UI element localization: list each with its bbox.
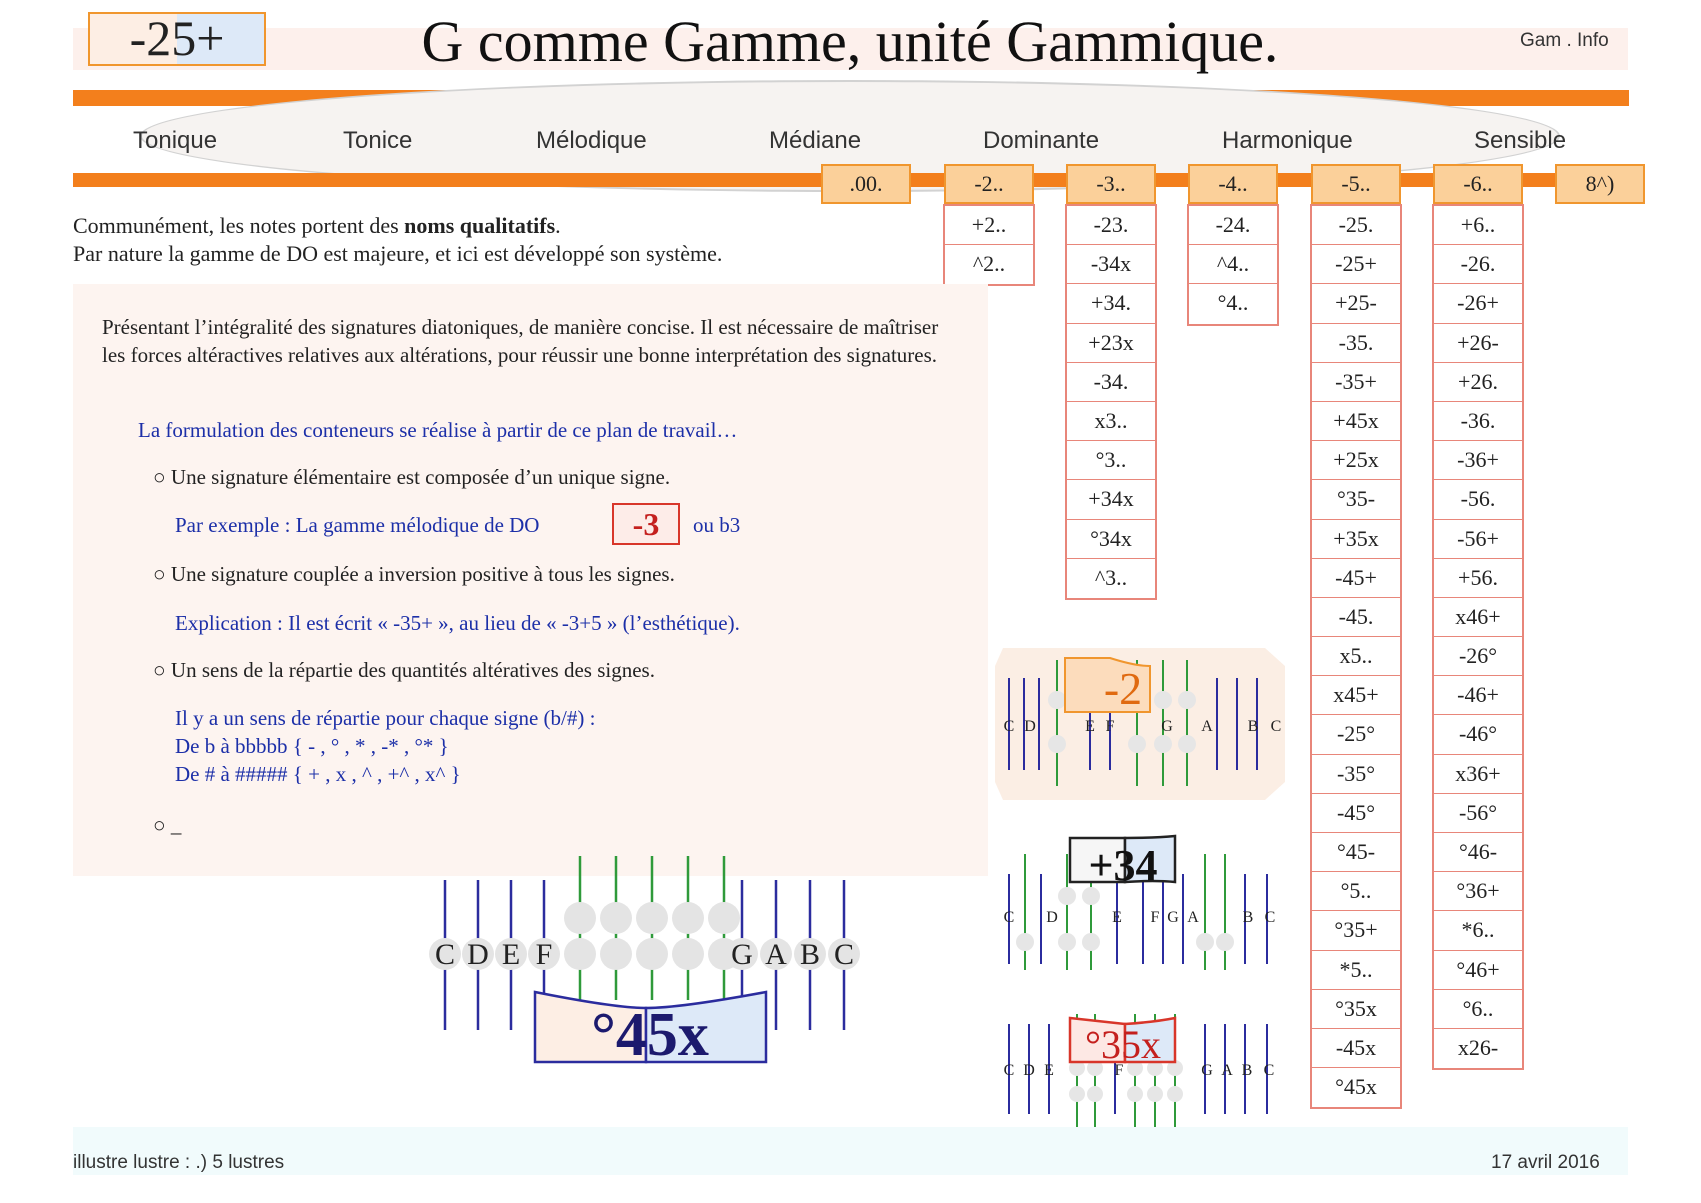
- corner-info: Gam . Info: [1520, 30, 1609, 51]
- diagram-3-note: G: [1201, 1062, 1213, 1079]
- table-cell: -34.: [1067, 363, 1155, 402]
- intro-line-1-a: Communément, les notes portent des: [73, 213, 405, 238]
- table-header-3: -3..: [1066, 164, 1156, 204]
- bullet-2: ○ Une signature couplée a inversion positive à tous les signes.: [153, 562, 675, 586]
- degree-tonice: Tonice: [343, 127, 413, 154]
- diagram-3-note: D: [1023, 1062, 1035, 1079]
- degree-dominante: Dominante: [983, 127, 1100, 154]
- big-note: F: [535, 938, 553, 971]
- footer-band: [73, 1127, 1628, 1175]
- table-cell: °45x: [1335, 1074, 1377, 1100]
- table-column-3: [1065, 204, 1157, 600]
- example-suffix: ou b3: [693, 513, 741, 537]
- diagram-1-note: C: [1270, 718, 1282, 735]
- table-column-4: [1187, 204, 1279, 326]
- table-cell: °35x: [1312, 990, 1400, 1029]
- table-header-6: -6..: [1433, 164, 1523, 204]
- degree-tonique: Tonique: [133, 127, 218, 154]
- table-cell: -56+: [1434, 520, 1522, 559]
- table-column-6: [1432, 204, 1524, 1070]
- table-header-00: .00.: [821, 164, 911, 204]
- table-cell: -25+: [1312, 245, 1400, 284]
- diagram-1-note: E: [1085, 718, 1095, 735]
- page-title: G comme Gamme, unité Gammique.: [421, 9, 1279, 74]
- diagram-3-note: A: [1221, 1062, 1233, 1079]
- table-cell: -25°: [1312, 715, 1400, 754]
- table-cell: °45-: [1312, 833, 1400, 872]
- table-cell: °35+: [1312, 911, 1400, 950]
- table-cell: *6..: [1434, 911, 1522, 950]
- diagram-3-note: B: [1241, 1062, 1253, 1079]
- diagram-2-note: C: [1003, 909, 1015, 926]
- table-cell: +25x: [1312, 441, 1400, 480]
- table-cell: x45+: [1312, 676, 1400, 715]
- diagram-1-signature: -2: [1103, 663, 1143, 714]
- intro-text: [73, 212, 722, 268]
- table-cell: °3..: [1067, 441, 1155, 480]
- flat-series-line: De b à bbbbb { - , ° , * , -* , °* }: [175, 734, 449, 758]
- table-cell: +34.: [1067, 284, 1155, 323]
- table-cell: °46+: [1434, 951, 1522, 990]
- table-cell: -35.: [1312, 324, 1400, 363]
- table-cell: °6..: [1434, 990, 1522, 1029]
- degree-harmonique: Harmonique: [1222, 127, 1353, 154]
- big-note: B: [799, 938, 821, 971]
- table-cell: -45+: [1312, 559, 1400, 598]
- table-cell: °4..: [1217, 290, 1249, 316]
- big-note: A: [765, 938, 787, 971]
- table-cell: -26+: [1434, 284, 1522, 323]
- table-cell: +34x: [1067, 480, 1155, 519]
- intro-line-2: Par nature la gamme de DO est majeure, et ici est développé son système.: [73, 241, 723, 266]
- bullet-4: ○ _: [153, 813, 182, 837]
- logo-text: -25+: [129, 10, 225, 66]
- table-cell: -56.: [1434, 480, 1522, 519]
- big-signature: °45x: [591, 1001, 709, 1069]
- table-cell: -45x: [1312, 1029, 1400, 1068]
- table-cell: x36+: [1434, 755, 1522, 794]
- big-note: E: [501, 938, 521, 971]
- diagram-2-note: A: [1187, 909, 1199, 926]
- degree-mediane: Médiane: [769, 127, 862, 154]
- table-header-5: -5..: [1311, 164, 1401, 204]
- table-cell: -34x: [1067, 245, 1155, 284]
- table-cell: ^4..: [1189, 245, 1277, 284]
- table-column-5: [1310, 204, 1402, 1109]
- footer-left-text: illustre lustre : .) 5 lustres: [73, 1152, 285, 1173]
- table-cell: °46-: [1434, 833, 1522, 872]
- scale-diagram-minus-2: [995, 648, 1285, 800]
- table-cell: °34x: [1067, 520, 1155, 559]
- table-cell: -36+: [1434, 441, 1522, 480]
- diagram-2-note: E: [1112, 909, 1122, 926]
- footer-date: 17 avril 2016: [1491, 1152, 1600, 1173]
- example-signature: -3: [632, 506, 660, 542]
- diagram-2-note: F: [1150, 909, 1160, 926]
- logo-box: [88, 12, 266, 66]
- diagram-2-note: C: [1264, 909, 1276, 926]
- table-cell: x3..: [1067, 402, 1155, 441]
- table-cell: -45°: [1312, 794, 1400, 833]
- table-cell: -35+: [1312, 363, 1400, 402]
- diagram-2-note: D: [1046, 909, 1058, 926]
- diagram-2-signature: +34: [1088, 841, 1158, 890]
- diagram-3-note: C: [1003, 1062, 1015, 1079]
- table-cell: x46+: [1434, 598, 1522, 637]
- big-scale-diagram: [420, 850, 880, 1070]
- table-cell: +6..: [1434, 206, 1522, 245]
- content-paragraph: Présentant l’intégralité des signatures diatoniques, de manière concise. Il est nécessaire de maîtriser les forces altéractives relatives aux altérations, pour réussir une bonne interprétation des signatures.: [102, 315, 939, 367]
- scale-diagram-plus-34: [995, 834, 1285, 972]
- table-cell: x26-: [1457, 1034, 1499, 1060]
- sharp-series-line: De # à ##### { + , x , ^ , +^ , x^ }: [175, 762, 461, 786]
- table-cell: +56.: [1434, 559, 1522, 598]
- table-cell: -35°: [1312, 755, 1400, 794]
- diagram-1-note: C: [1003, 718, 1015, 735]
- table-cell: ^3..: [1094, 564, 1128, 590]
- degree-sensible: Sensible: [1474, 127, 1567, 154]
- table-cell: +26-: [1434, 324, 1522, 363]
- big-note: G: [731, 938, 753, 971]
- bullet-3: ○ Un sens de la répartie des quantités altératives des signes.: [153, 658, 655, 682]
- big-note: C: [434, 938, 456, 971]
- table-column-2: [943, 204, 1035, 286]
- table-header-8: 8^): [1555, 164, 1645, 204]
- table-cell: +45x: [1312, 402, 1400, 441]
- scale-diagram-circle-35x: [995, 1004, 1285, 1132]
- explication-line: Explication : Il est écrit « -35+ », au lieu de « -3+5 » (l’esthétique).: [175, 611, 740, 635]
- intro-line-1: [73, 212, 722, 240]
- diagram-1-note: A: [1201, 718, 1213, 735]
- table-cell: -46+: [1434, 676, 1522, 715]
- table-cell: +23x: [1067, 324, 1155, 363]
- diagram-3-note: C: [1263, 1062, 1275, 1079]
- table-cell: -36.: [1434, 402, 1522, 441]
- example-prefix: Par exemple : La gamme mélodique de DO: [175, 513, 540, 537]
- table-header-2: -2..: [944, 164, 1034, 204]
- degree-melodique: Mélodique: [536, 127, 647, 154]
- plan-line: La formulation des conteneurs se réalise à partir de ce plan de travail…: [138, 418, 738, 442]
- table-cell: °5..: [1312, 872, 1400, 911]
- table-cell: +25-: [1312, 284, 1400, 323]
- table-cell: -56°: [1434, 794, 1522, 833]
- bullet-1: ○ Une signature élémentaire est composée d’un unique signe.: [153, 465, 671, 489]
- diagram-2-note: G: [1167, 909, 1179, 926]
- table-cell: -23.: [1067, 206, 1155, 245]
- big-note: D: [467, 938, 489, 971]
- diagram-3-note: F: [1114, 1062, 1124, 1079]
- diagram-1-note: B: [1247, 718, 1259, 735]
- diagram-1-note: F: [1105, 718, 1115, 735]
- diagram-3-note: E: [1044, 1062, 1054, 1079]
- big-diagram-dots: [429, 902, 860, 970]
- intro-bold-term: noms qualitatifs: [404, 213, 556, 238]
- intro-line-1-c: .: [555, 213, 561, 238]
- big-note: C: [833, 938, 855, 971]
- table-cell: +35x: [1312, 520, 1400, 559]
- diagram-1-note: D: [1024, 718, 1036, 735]
- table-cell: °36+: [1434, 872, 1522, 911]
- table-cell: -26°: [1434, 637, 1522, 676]
- table-cell: -45.: [1312, 598, 1400, 637]
- table-cell: -24.: [1189, 206, 1277, 245]
- table-cell: *5..: [1312, 951, 1400, 990]
- table-header-4: -4..: [1188, 164, 1278, 204]
- table-cell: +26.: [1434, 363, 1522, 402]
- diagram-1-note: G: [1161, 718, 1173, 735]
- table-cell: ^2..: [972, 251, 1006, 277]
- table-cell: -46°: [1434, 715, 1522, 754]
- diagram-3-signature: °35x: [1085, 1022, 1161, 1067]
- example-signature-box: [612, 503, 680, 545]
- table-cell: -25.: [1312, 206, 1400, 245]
- table-cell: x5..: [1312, 637, 1400, 676]
- sens-line: Il y a un sens de répartie pour chaque signe (b/#) :: [175, 706, 596, 730]
- diagram-2-note: B: [1242, 909, 1254, 926]
- table-cell: °35-: [1312, 480, 1400, 519]
- table-cell: -26.: [1434, 245, 1522, 284]
- table-cell: +2..: [945, 206, 1033, 245]
